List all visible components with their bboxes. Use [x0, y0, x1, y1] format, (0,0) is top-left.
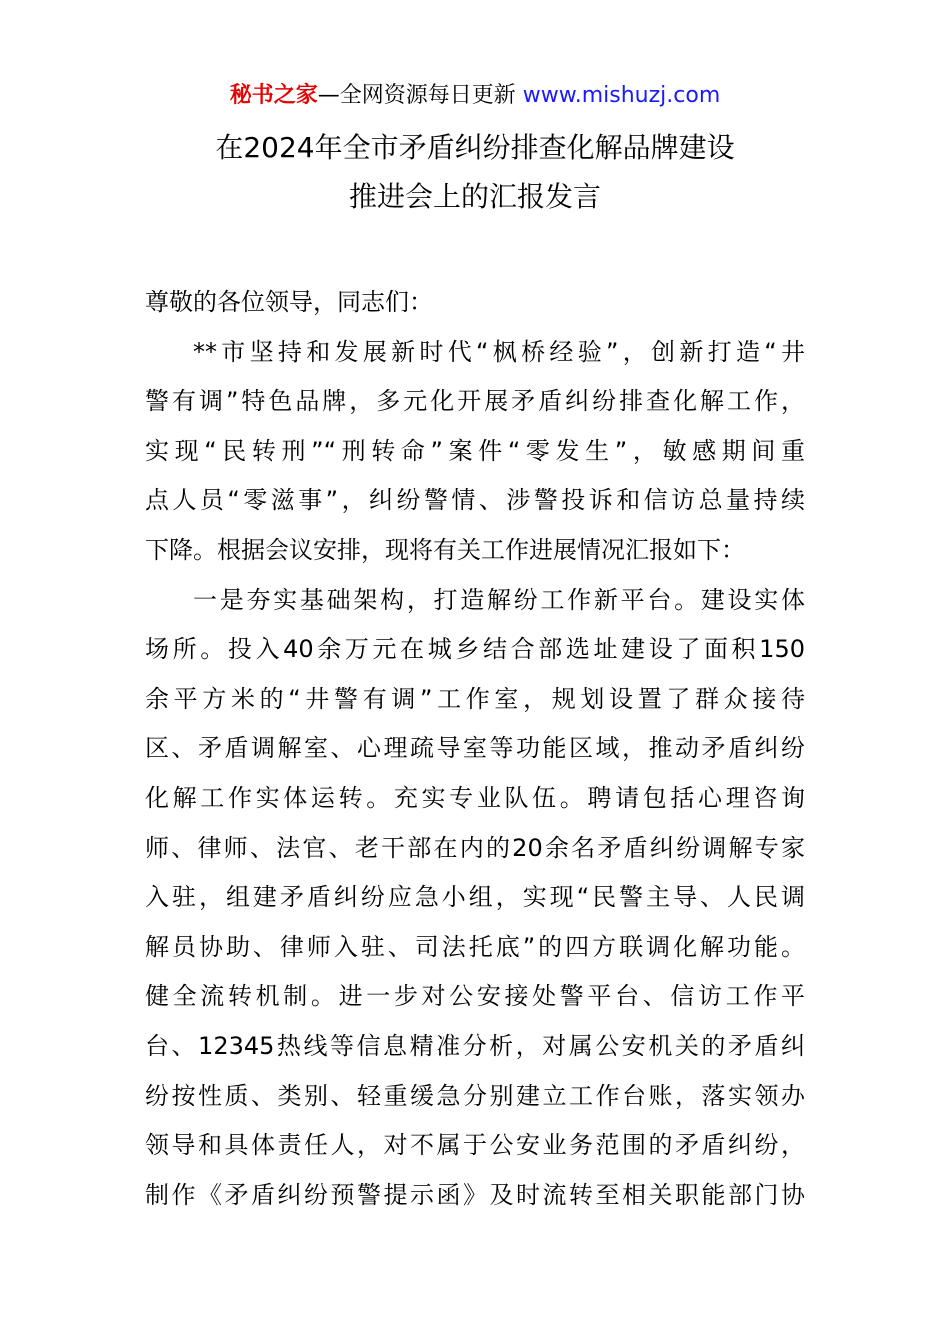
- body-line: 健全流转机制。进一步对公安接处警平台、信访工作平: [145, 982, 805, 1011]
- body-line: 师、律师、法官、老干部在内的20余名矛盾纠纷调解专家: [145, 833, 805, 862]
- body-line: 纷按性质、类别、轻重缓急分别建立工作台账，落实领办: [145, 1081, 805, 1110]
- body-line: 余平方米的“井警有调”工作室，规划设置了群众接待: [145, 684, 805, 713]
- body-line: 点人员“零滋事”，纠纷警情、涉警投诉和信访总量持续: [145, 486, 805, 515]
- salutation: 尊敬的各位领导，同志们：: [145, 288, 433, 316]
- body-line: 实现“民转刑”“刑转命”案件“零发生”，敏感期间重: [145, 436, 805, 465]
- body-line: 台、12345热线等信息精准分析，对属公安机关的矛盾纠: [145, 1031, 805, 1060]
- site-header: [0, 80, 950, 112]
- body-line: 警有调”特色品牌，多元化开展矛盾纠纷排查化解工作，: [145, 387, 805, 416]
- site-brand: 秘书之家: [229, 83, 318, 108]
- body-line: 场所。投入40余万元在城乡结合部选址建设了面积150: [145, 635, 805, 664]
- body-line: 下降。根据会议安排，现将有关工作进展情况汇报如下：: [145, 535, 745, 564]
- document-title-line-1: 在2024年全市矛盾纠纷排查化解品牌建设: [215, 131, 735, 164]
- body-line: 制作《矛盾纠纷预警提示函》及时流转至相关职能部门协: [145, 1180, 805, 1209]
- body-line: 领导和具体责任人，对不属于公安业务范围的矛盾纠纷，: [145, 1131, 805, 1160]
- site-tagline: —全网资源每日更新: [317, 83, 516, 108]
- body-line: 解员协助、律师入驻、司法托底”的四方联调化解功能。: [145, 932, 805, 961]
- body-line: 化解工作实体运转。充实专业队伍。聘请包括心理咨询: [145, 783, 805, 812]
- site-url[interactable]: www.mishuzj.com: [522, 83, 721, 108]
- body-line: 一是夯实基础架构，打造解纷工作新平台。建设实体: [193, 585, 805, 614]
- body-line: 区、矛盾调解室、心理疏导室等功能区域，推动矛盾纠纷: [145, 734, 805, 763]
- document-title-line-2: 推进会上的汇报发言: [348, 180, 601, 213]
- document-body: [145, 278, 805, 1220]
- body-line: **市坚持和发展新时代“枫桥经验”，创新打造“井: [193, 337, 805, 366]
- body-line: 入驻，组建矛盾纠纷应急小组，实现“民警主导、人民调: [145, 883, 805, 912]
